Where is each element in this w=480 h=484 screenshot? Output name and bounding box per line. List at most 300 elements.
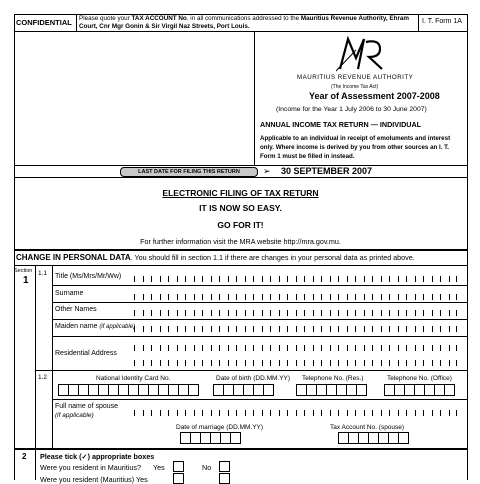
char-box bbox=[188, 384, 199, 396]
partial-yes-checkbox[interactable] bbox=[173, 473, 184, 484]
comb-cell bbox=[449, 410, 458, 416]
comb-cell bbox=[415, 326, 424, 332]
char-box bbox=[263, 384, 274, 396]
resident-yes-label: Yes bbox=[153, 463, 165, 472]
comb-cell bbox=[160, 276, 169, 282]
comb-cell bbox=[389, 326, 398, 332]
efiling-title: ELECTRONIC FILING OF TAX RETURN bbox=[162, 188, 319, 198]
comb-cell bbox=[440, 310, 449, 316]
comb-cell bbox=[440, 326, 449, 332]
field-other-names-label: Other Names bbox=[55, 306, 97, 313]
dob-input[interactable] bbox=[213, 384, 273, 396]
comb-cell bbox=[168, 326, 177, 332]
comb-cell bbox=[304, 410, 313, 416]
comb-cell bbox=[168, 276, 177, 282]
authority-divider bbox=[254, 31, 255, 165]
efiling-go: GO FOR IT! bbox=[217, 220, 264, 230]
comb-cell bbox=[406, 360, 415, 366]
comb-cell bbox=[287, 360, 296, 366]
comb-cell bbox=[330, 276, 339, 282]
comb-cell bbox=[330, 345, 339, 351]
comb-cell bbox=[364, 360, 373, 366]
comb-cell bbox=[355, 360, 364, 366]
comb-cell bbox=[151, 345, 160, 351]
comb-cell bbox=[143, 276, 152, 282]
spouse-name-input[interactable] bbox=[134, 410, 457, 416]
comb-cell bbox=[151, 276, 160, 282]
comb-cell bbox=[432, 294, 441, 300]
comb-cell bbox=[406, 294, 415, 300]
change-top bbox=[14, 249, 467, 251]
maiden-name-input[interactable] bbox=[134, 326, 457, 332]
comb-cell bbox=[185, 360, 194, 366]
comb-cell bbox=[372, 360, 381, 366]
comb-cell bbox=[185, 410, 194, 416]
comb-cell bbox=[347, 310, 356, 316]
comb-cell bbox=[160, 310, 169, 316]
comb-cell bbox=[449, 360, 458, 366]
comb-cell bbox=[168, 294, 177, 300]
comb-cell bbox=[185, 294, 194, 300]
spouse-tax-account-input[interactable] bbox=[338, 432, 408, 444]
comb-cell bbox=[287, 310, 296, 316]
comb-cell bbox=[449, 310, 458, 316]
partial-question: Were you resident (Mauritius) Yes bbox=[40, 475, 148, 484]
comb-cell bbox=[304, 294, 313, 300]
comb-cell bbox=[423, 310, 432, 316]
tel-office-label: Telephone No. (Office) bbox=[387, 375, 452, 382]
comb-cell bbox=[143, 294, 152, 300]
comb-cell bbox=[364, 326, 373, 332]
section2-instruction: Please tick (✓) appropriate boxes bbox=[40, 452, 155, 461]
comb-cell bbox=[253, 410, 262, 416]
comb-cell bbox=[185, 326, 194, 332]
comb-cell bbox=[185, 276, 194, 282]
comb-cell bbox=[381, 310, 390, 316]
comb-cell bbox=[202, 276, 211, 282]
comb-cell bbox=[160, 326, 169, 332]
nic-label: National Identity Card No. bbox=[96, 375, 171, 382]
comb-cell bbox=[406, 276, 415, 282]
resident-no-checkbox[interactable] bbox=[219, 461, 230, 472]
comb-cell bbox=[134, 360, 143, 366]
resident-no-label: No bbox=[202, 463, 212, 472]
comb-cell bbox=[432, 345, 441, 351]
comb-cell bbox=[262, 294, 271, 300]
row-divider-4 bbox=[52, 336, 467, 337]
dob-label: Date of birth (DD.MM.YY) bbox=[216, 375, 291, 382]
comb-cell bbox=[236, 410, 245, 416]
comb-cell bbox=[287, 326, 296, 332]
comb-cell bbox=[219, 345, 228, 351]
comb-cell bbox=[253, 326, 262, 332]
comb-cell bbox=[202, 310, 211, 316]
spouse-note: (if applicable) bbox=[55, 412, 94, 419]
spouse-tax-account-label: Tax Account No. (spouse) bbox=[330, 424, 405, 431]
comb-cell bbox=[211, 345, 220, 351]
comb-cell bbox=[381, 326, 390, 332]
comb-cell bbox=[194, 276, 203, 282]
comb-cell bbox=[364, 345, 373, 351]
comb-cell bbox=[347, 410, 356, 416]
comb-cell bbox=[177, 326, 186, 332]
row-divider-6 bbox=[52, 399, 467, 400]
comb-cell bbox=[398, 360, 407, 366]
comb-cell bbox=[143, 410, 152, 416]
authority-name: MAURITIUS REVENUE AUTHORITY bbox=[297, 74, 414, 81]
comb-cell bbox=[415, 276, 424, 282]
comb-cell bbox=[177, 294, 186, 300]
comb-cell bbox=[211, 276, 220, 282]
char-box bbox=[230, 432, 241, 444]
comb-cell bbox=[134, 310, 143, 316]
row-divider-1 bbox=[52, 285, 467, 286]
comb-cell bbox=[372, 276, 381, 282]
comb-cell bbox=[432, 410, 441, 416]
comb-cell bbox=[347, 276, 356, 282]
comb-cell bbox=[211, 310, 220, 316]
comb-cell bbox=[449, 326, 458, 332]
comb-cell bbox=[296, 360, 305, 366]
comb-cell bbox=[406, 310, 415, 316]
comb-cell bbox=[415, 410, 424, 416]
comb-cell bbox=[381, 360, 390, 366]
comb-cell bbox=[219, 310, 228, 316]
comb-cell bbox=[398, 310, 407, 316]
comb-cell bbox=[432, 310, 441, 316]
comb-cell bbox=[440, 276, 449, 282]
field-address-label: Residential Address bbox=[55, 350, 117, 357]
comb-cell bbox=[134, 326, 143, 332]
comb-cell bbox=[389, 410, 398, 416]
other-names-input[interactable] bbox=[134, 310, 457, 316]
comb-cell bbox=[151, 360, 160, 366]
comb-cell bbox=[287, 294, 296, 300]
applicability-note: Applicable to an individual in receipt of emoluments and interest only. Where income is derived by you from other sources an I. T. Form 1 must be filled in instead. bbox=[260, 135, 451, 160]
form-id: I. T. Form 1A bbox=[422, 18, 462, 25]
comb-cell bbox=[304, 276, 313, 282]
comb-cell bbox=[330, 410, 339, 416]
comb-cell bbox=[211, 326, 220, 332]
marriage-date-input[interactable] bbox=[180, 432, 240, 444]
comb-cell bbox=[134, 294, 143, 300]
comb-cell bbox=[313, 326, 322, 332]
comb-cell bbox=[423, 326, 432, 332]
comb-cell bbox=[321, 410, 330, 416]
comb-cell bbox=[211, 410, 220, 416]
comb-cell bbox=[321, 310, 330, 316]
comb-cell bbox=[143, 326, 152, 332]
comb-cell bbox=[415, 345, 424, 351]
comb-cell bbox=[372, 326, 381, 332]
row-divider-2 bbox=[52, 302, 467, 303]
comb-cell bbox=[236, 276, 245, 282]
comb-cell bbox=[245, 410, 254, 416]
comb-cell bbox=[364, 294, 373, 300]
comb-cell bbox=[321, 294, 330, 300]
tel-office-input[interactable] bbox=[384, 384, 454, 396]
comb-cell bbox=[296, 294, 305, 300]
comb-cell bbox=[185, 345, 194, 351]
comb-cell bbox=[423, 360, 432, 366]
comb-cell bbox=[194, 345, 203, 351]
deadline-top bbox=[14, 165, 467, 166]
resident-yes-checkbox[interactable] bbox=[173, 461, 184, 472]
comb-cell bbox=[245, 360, 254, 366]
comb-cell bbox=[347, 326, 356, 332]
comb-cell bbox=[279, 345, 288, 351]
address-input-line-2[interactable] bbox=[134, 360, 457, 366]
comb-cell bbox=[347, 294, 356, 300]
comb-cell bbox=[253, 276, 262, 282]
comb-cell bbox=[236, 345, 245, 351]
comb-cell bbox=[228, 410, 237, 416]
comb-cell bbox=[338, 310, 347, 316]
comb-cell bbox=[202, 410, 211, 416]
comb-cell bbox=[423, 410, 432, 416]
comb-cell bbox=[177, 276, 186, 282]
address-input-line-1[interactable] bbox=[134, 345, 457, 351]
comb-cell bbox=[372, 294, 381, 300]
comb-cell bbox=[432, 326, 441, 332]
comb-cell bbox=[228, 326, 237, 332]
comb-cell bbox=[151, 410, 160, 416]
header-divider-1 bbox=[76, 14, 77, 31]
comb-cell bbox=[355, 410, 364, 416]
comb-cell bbox=[253, 345, 262, 351]
comb-cell bbox=[219, 276, 228, 282]
comb-cell bbox=[245, 345, 254, 351]
comb-cell bbox=[338, 294, 347, 300]
comb-cell bbox=[262, 276, 271, 282]
comb-cell bbox=[296, 410, 305, 416]
comb-cell bbox=[202, 294, 211, 300]
comb-cell bbox=[347, 345, 356, 351]
comb-cell bbox=[398, 294, 407, 300]
comb-cell bbox=[160, 410, 169, 416]
surname-input[interactable] bbox=[134, 294, 457, 300]
comb-cell bbox=[270, 310, 279, 316]
comb-cell bbox=[398, 410, 407, 416]
comb-cell bbox=[219, 360, 228, 366]
field-title-label: Title (Ms/Mrs/Mr/Ww) bbox=[55, 273, 122, 280]
comb-cell bbox=[330, 294, 339, 300]
deadline-date: 30 SEPTEMBER 2007 bbox=[281, 166, 373, 176]
spouse-label: Full name of spouse bbox=[55, 403, 119, 410]
comb-cell bbox=[160, 360, 169, 366]
comb-cell bbox=[236, 294, 245, 300]
comb-cell bbox=[279, 276, 288, 282]
comb-cell bbox=[381, 294, 390, 300]
comb-cell bbox=[372, 310, 381, 316]
deadline-arrow: ➢ bbox=[263, 166, 271, 176]
section-col-1 bbox=[35, 265, 36, 448]
comb-cell bbox=[236, 310, 245, 316]
comb-cell bbox=[228, 345, 237, 351]
deadline-bottom bbox=[14, 177, 467, 178]
comb-cell bbox=[313, 294, 322, 300]
comb-cell bbox=[364, 410, 373, 416]
comb-cell bbox=[270, 410, 279, 416]
comb-cell bbox=[185, 310, 194, 316]
comb-cell bbox=[228, 294, 237, 300]
comb-cell bbox=[415, 294, 424, 300]
comb-cell bbox=[194, 360, 203, 366]
comb-cell bbox=[381, 345, 390, 351]
comb-cell bbox=[270, 345, 279, 351]
comb-cell bbox=[253, 294, 262, 300]
comb-cell bbox=[389, 310, 398, 316]
partial-no-checkbox[interactable] bbox=[219, 473, 230, 484]
comb-cell bbox=[151, 294, 160, 300]
resident-question: Were you resident in Mauritius? bbox=[40, 463, 141, 472]
comb-cell bbox=[330, 310, 339, 316]
comb-cell bbox=[355, 276, 364, 282]
comb-cell bbox=[338, 345, 347, 351]
comb-cell bbox=[389, 294, 398, 300]
comb-cell bbox=[134, 410, 143, 416]
section-label: Section bbox=[14, 268, 33, 274]
comb-cell bbox=[177, 345, 186, 351]
comb-cell bbox=[372, 410, 381, 416]
comb-cell bbox=[168, 345, 177, 351]
efiling-info: For further information visit the MRA website http://mra.gov.mu. bbox=[140, 237, 341, 246]
comb-cell bbox=[321, 360, 330, 366]
comb-cell bbox=[432, 360, 441, 366]
comb-cell bbox=[219, 294, 228, 300]
comb-cell bbox=[381, 410, 390, 416]
comb-cell bbox=[270, 294, 279, 300]
comb-cell bbox=[177, 410, 186, 416]
income-period: (Income for the Year 1 July 2006 to 30 June 2007) bbox=[276, 106, 427, 113]
comb-cell bbox=[406, 345, 415, 351]
subsection-1-1: 1.1 bbox=[38, 270, 48, 277]
section-number: 1 bbox=[23, 275, 29, 286]
change-banner: CHANGE IN PERSONAL DATA. You should fill in section 1.1 if there are changes in your personal data as printed above. bbox=[16, 253, 415, 262]
comb-cell bbox=[279, 310, 288, 316]
row-divider-3 bbox=[52, 319, 467, 320]
comb-cell bbox=[262, 310, 271, 316]
return-title: ANNUAL INCOME TAX RETURN — INDIVIDUAL bbox=[260, 120, 422, 129]
comb-cell bbox=[372, 345, 381, 351]
comb-cell bbox=[330, 326, 339, 332]
comb-cell bbox=[321, 345, 330, 351]
section2-top bbox=[14, 448, 467, 450]
comb-cell bbox=[245, 276, 254, 282]
comb-cell bbox=[313, 310, 322, 316]
confidential-label: CONFIDENTIAL bbox=[16, 18, 72, 27]
comb-cell bbox=[406, 326, 415, 332]
comb-cell bbox=[134, 345, 143, 351]
comb-cell bbox=[143, 310, 152, 316]
comb-cell bbox=[245, 294, 254, 300]
comb-cell bbox=[168, 310, 177, 316]
comb-cell bbox=[398, 345, 407, 351]
comb-cell bbox=[262, 326, 271, 332]
comb-cell bbox=[287, 410, 296, 416]
title-input[interactable] bbox=[134, 276, 457, 282]
header-bottom bbox=[14, 31, 467, 32]
comb-cell bbox=[440, 294, 449, 300]
comb-cell bbox=[330, 360, 339, 366]
comb-cell bbox=[296, 326, 305, 332]
comb-cell bbox=[134, 276, 143, 282]
comb-cell bbox=[304, 345, 313, 351]
comb-cell bbox=[423, 294, 432, 300]
section2-col-1 bbox=[35, 448, 36, 480]
act-label: (The Income Tax Act) bbox=[331, 84, 379, 90]
comb-cell bbox=[304, 310, 313, 316]
header-divider-2 bbox=[418, 14, 419, 31]
comb-cell bbox=[270, 360, 279, 366]
comb-cell bbox=[296, 276, 305, 282]
comb-cell bbox=[449, 294, 458, 300]
nic-input[interactable] bbox=[58, 384, 198, 396]
comb-cell bbox=[338, 360, 347, 366]
comb-cell bbox=[245, 310, 254, 316]
comb-cell bbox=[304, 360, 313, 366]
comb-cell bbox=[194, 310, 203, 316]
tax-account-notice: Please quote your TAX ACCOUNT No. in all communications addressed to the Mauritius Revenue Authority, Ehram Court, Cnr Mgr Gonin & Sir Virgil Naz Streets, Port Louis. bbox=[79, 15, 410, 30]
comb-cell bbox=[211, 360, 220, 366]
comb-cell bbox=[287, 276, 296, 282]
comb-cell bbox=[279, 410, 288, 416]
comb-cell bbox=[151, 326, 160, 332]
comb-cell bbox=[313, 360, 322, 366]
comb-cell bbox=[143, 360, 152, 366]
comb-cell bbox=[355, 345, 364, 351]
comb-cell bbox=[160, 294, 169, 300]
comb-cell bbox=[194, 410, 203, 416]
comb-cell bbox=[381, 276, 390, 282]
comb-cell bbox=[202, 360, 211, 366]
comb-cell bbox=[364, 310, 373, 316]
comb-cell bbox=[262, 410, 271, 416]
comb-cell bbox=[236, 326, 245, 332]
comb-cell bbox=[253, 360, 262, 366]
comb-cell bbox=[279, 360, 288, 366]
comb-cell bbox=[389, 276, 398, 282]
comb-cell bbox=[321, 276, 330, 282]
comb-cell bbox=[440, 345, 449, 351]
comb-cell bbox=[449, 276, 458, 282]
comb-cell bbox=[270, 276, 279, 282]
comb-cell bbox=[440, 360, 449, 366]
comb-cell bbox=[194, 294, 203, 300]
section-col-2 bbox=[52, 265, 53, 448]
comb-cell bbox=[168, 410, 177, 416]
tel-res-input[interactable] bbox=[296, 384, 366, 396]
mra-logo-icon bbox=[336, 36, 392, 72]
comb-cell bbox=[219, 326, 228, 332]
comb-cell bbox=[211, 294, 220, 300]
comb-cell bbox=[296, 310, 305, 316]
comb-cell bbox=[355, 326, 364, 332]
change-bottom bbox=[14, 265, 467, 266]
comb-cell bbox=[287, 345, 296, 351]
comb-cell bbox=[313, 276, 322, 282]
comb-cell bbox=[423, 345, 432, 351]
comb-cell bbox=[338, 276, 347, 282]
efiling-easy: IT IS NOW SO EASY. bbox=[199, 203, 282, 213]
comb-cell bbox=[423, 276, 432, 282]
comb-cell bbox=[313, 345, 322, 351]
frame-right bbox=[467, 14, 468, 480]
comb-cell bbox=[347, 360, 356, 366]
comb-cell bbox=[415, 360, 424, 366]
char-box bbox=[444, 384, 455, 396]
comb-cell bbox=[355, 310, 364, 316]
